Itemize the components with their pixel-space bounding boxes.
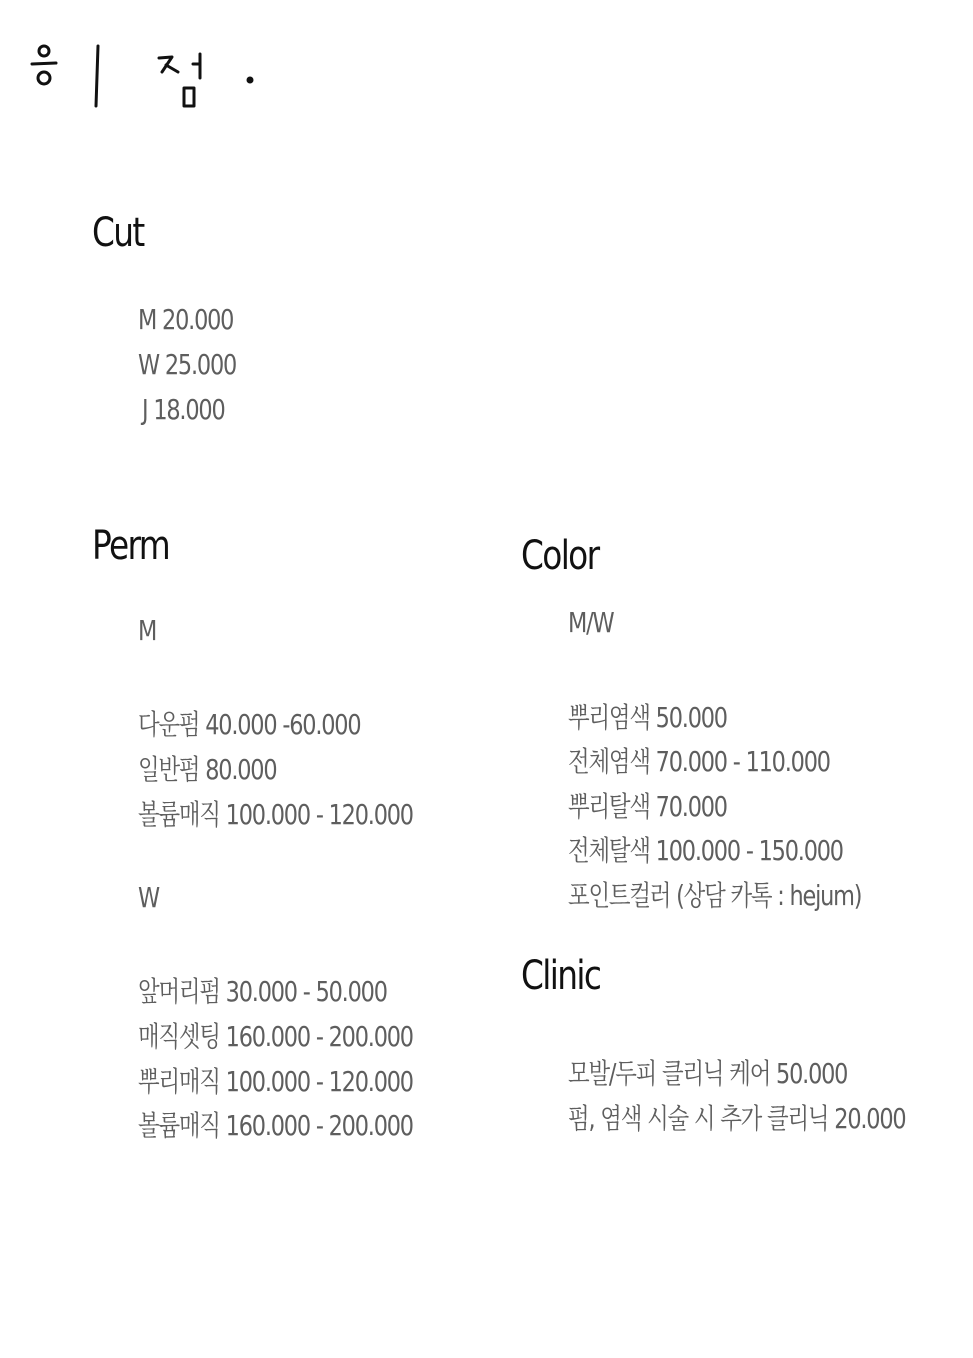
clinic-title: Clinic bbox=[521, 953, 601, 999]
perm-women-item: 볼륨매직 160.000 - 200.000 bbox=[138, 1109, 413, 1142]
color-label: M/W bbox=[568, 606, 614, 639]
handwritten-logo-drawing bbox=[22, 34, 272, 124]
color-item: 전체염색 70.000 - 110.000 bbox=[568, 745, 830, 778]
perm-title: Perm bbox=[92, 523, 170, 569]
cut-price-men: M 20.000 bbox=[138, 303, 234, 336]
perm-men-label: M bbox=[138, 614, 157, 647]
color-item: 뿌리염색 50.000 bbox=[568, 701, 727, 734]
clinic-item: 모발/두피 클리닉 케어 50.000 bbox=[568, 1057, 848, 1090]
color-item: 뿌리탈색 70.000 bbox=[568, 790, 727, 823]
color-title: Color bbox=[521, 533, 599, 579]
color-item: 포인트컬러 (상담 카톡 : hejum) bbox=[568, 879, 862, 912]
cut-price-women: W 25.000 bbox=[138, 348, 237, 381]
perm-women-item: 앞머리펌 30.000 - 50.000 bbox=[138, 975, 387, 1008]
perm-women-label: W bbox=[138, 881, 159, 914]
perm-women-item: 뿌리매직 100.000 - 120.000 bbox=[138, 1065, 413, 1098]
perm-men-item: 볼륨매직 100.000 - 120.000 bbox=[138, 798, 413, 831]
perm-men-item: 일반펌 80.000 bbox=[138, 753, 277, 786]
cut-title: Cut bbox=[92, 210, 144, 256]
perm-women-item: 매직셋팅 160.000 - 200.000 bbox=[138, 1020, 413, 1053]
perm-men-item: 다운펌 40.000 -60.000 bbox=[138, 708, 361, 741]
clinic-item: 펌, 염색 시술 시 추가 클리닉 20.000 bbox=[568, 1102, 906, 1135]
handwritten-logo bbox=[22, 34, 272, 124]
color-item: 전체탈색 100.000 - 150.000 bbox=[568, 834, 843, 867]
cut-price-junior: J 18.000 bbox=[142, 393, 225, 426]
